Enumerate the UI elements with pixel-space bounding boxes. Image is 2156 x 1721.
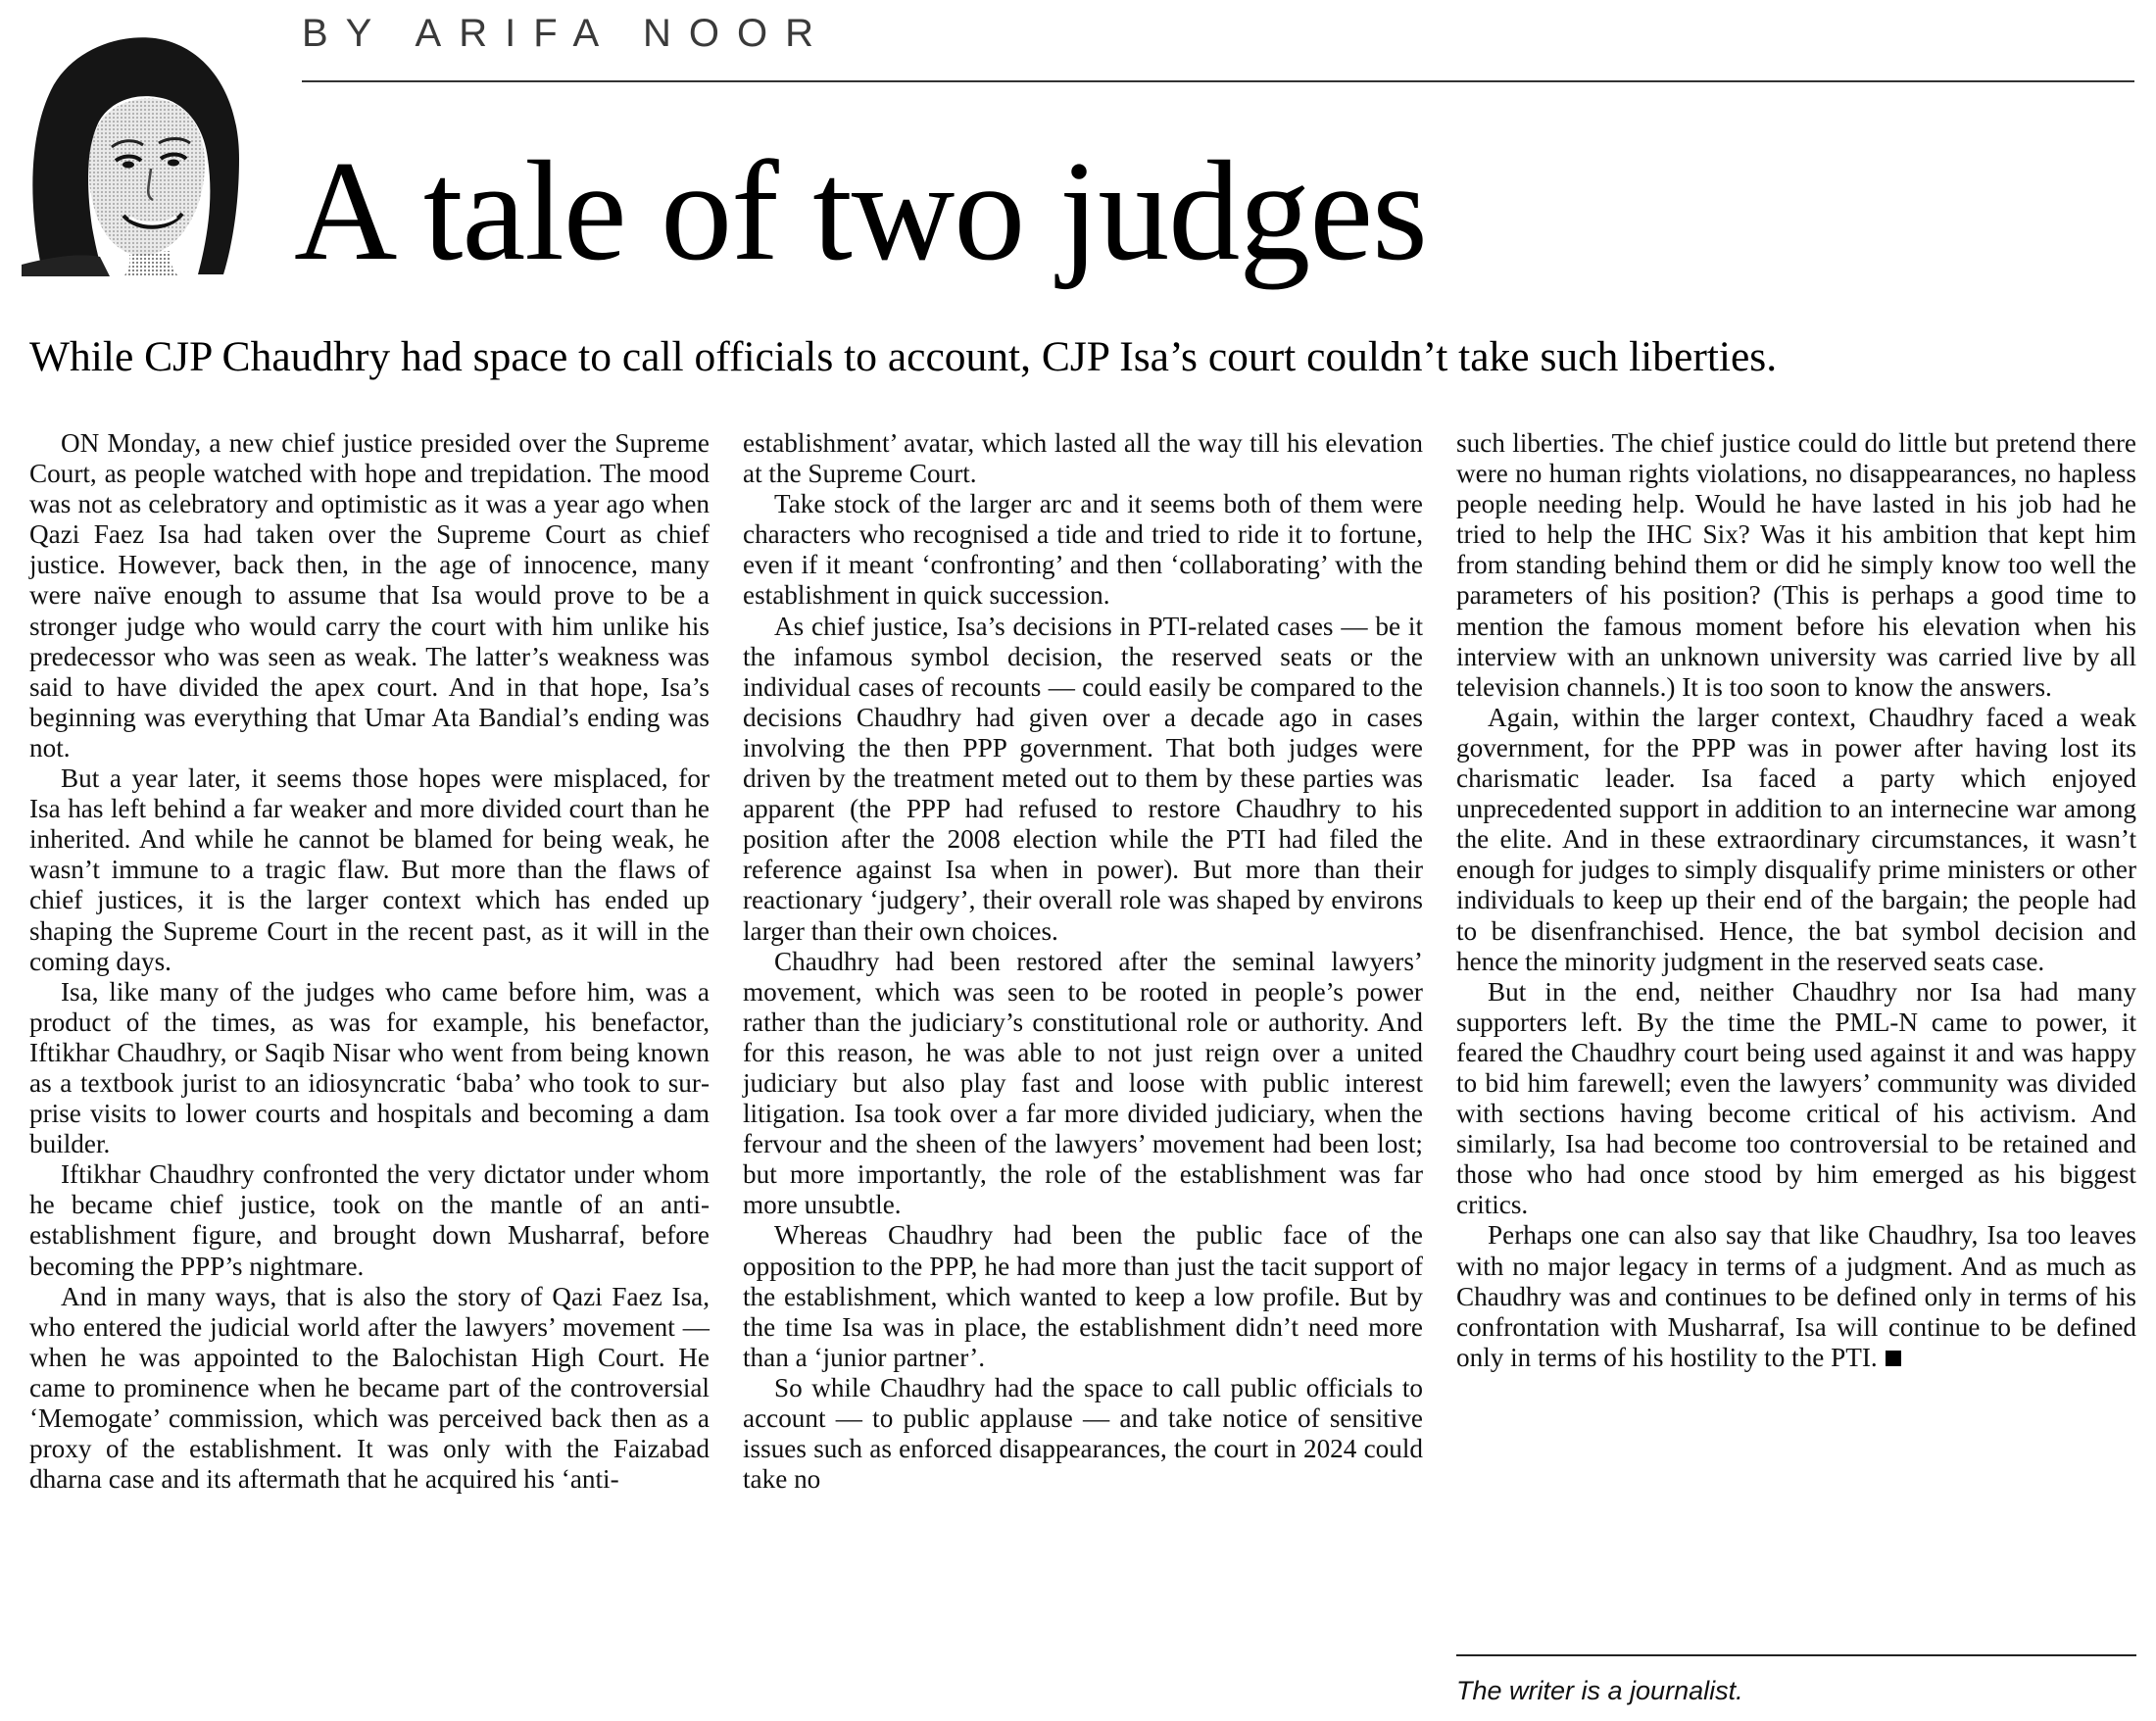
paragraph-final: [1456, 1220, 2136, 1372]
paragraph-final-text: Perhaps one can also say that like Chaudhry, Isa too leaves with no major legacy in terms of a judgment. And as much as Chaudhry was and continues to be defined only in terms of his confrontation with Musharraf, Isa will continue to be defined only in terms of his hostility to the PTI.: [1456, 1220, 2136, 1372]
paragraph: But in the end, neither Chaudhry nor Isa had many supporters left. By the time the PML-N came to power, it feared the Chaudhry court being used against it and was happy to bid him farewell; even the lawyers’ community was divided with sections having become critical of his activism. And similarly, Isa had become too controversial to be retained and those who had once stood by him emerged as his biggest critics.: [1456, 976, 2136, 1220]
paragraph: So while Chaudhry had the space to call public officials to account — to public applause — and take notice of sensitive issues such as enforced disappearances, the court in 2024 could take no: [743, 1372, 1423, 1495]
paragraph-continued: such liberties. The chief justice could do little but pretend there were no human rights violations, no disappearances, no hapless people needing help. Would he have lasted in his job had he tried to help the IHC Six? Was it his ambition that kept him from standing behind them or did he simply know too well the parameters of his position? (This is perhaps a good time to mention the famous moment before his elevation when his interview with an unknown university was carried live by all television channels.) It is too soon to know the answers.: [1456, 428, 2136, 702]
standfirst: While CJP Chaudhry had space to call officials to account, CJP Isa’s court couldn’t take such liberties.: [29, 333, 1778, 380]
paragraph-continued: establishment’ avatar, which lasted all the way till his elevation at the Supreme Court.: [743, 428, 1423, 489]
column-2: [743, 428, 1423, 1495]
byline-divider: [302, 80, 2134, 82]
author-portrait-illustration: [22, 22, 249, 276]
paragraph: Chaudhry had been restored after the seminal lawyers’ movement, which was seen to be rooted in people’s power rather than the judiciary’s constitutional role or authority. And for this reason, he was able to not just reign over a united judiciary but also play fast and loose with public interest litigation. Isa took over a far more divided judiciary, when the fervour and the sheen of the lawyers’ movement had been lost; but more importantly, the role of the establishment was far more unsubtle.: [743, 946, 1423, 1220]
writer-tagline: The writer is a journalist.: [1456, 1676, 1743, 1705]
column-3: [1456, 428, 2136, 1373]
author-photo: [22, 22, 249, 276]
paragraph: ON Monday, a new chief justice presided over the Supreme Court, as people watched with hope and trepidation. The mood was not as celebratory and optimistic as it was a year ago when Qazi Faez Isa had taken over the Supreme Court as chief justice. However, back then, in the age of innocence, many were naïve enough to assume that Isa would prove to be a stronger judge who would carry the court with him unlike his predecessor who was seen as weak. The latter’s weakness was said to have divided the apex court. And in that hope, Isa’s beginning was everything that Umar Ata Bandial’s ending was not.: [29, 428, 710, 762]
paragraph: But a year later, it seems those hopes were misplaced, for Isa has left behind a far weaker and more divided court than he inherited. And while he cannot be blamed for being weak, he wasn’t immune to a tragic flaw. But more than the flaws of chief justices, it is the larger context which has ended up shaping the Supreme Court in the recent past, as it will in the coming days.: [29, 763, 710, 976]
paragraph: Iftikhar Chaudhry confronted the very dictator under whom he became chief justice, took on the mantle of an anti-establishment figure, and brought down Musharraf, before becoming the PPP’s nightmare.: [29, 1159, 710, 1281]
byline: BY ARIFA NOOR: [302, 12, 832, 55]
paragraph: Whereas Chaudhry had been the public face of the opposition to the PPP, he had more than just the tacit support of the establishment, which wanted to keep a low profile. But by the time Isa was in place, the establishment didn’t need more than a ‘junior partner’.: [743, 1220, 1423, 1372]
column-1: [29, 428, 710, 1495]
paragraph: Take stock of the larger arc and it seems both of them were characters who recognised a tide and tried to ride it to fortune, even if it meant ‘confronting’ and then ‘collaborating’ with the establishment in quick succession.: [743, 489, 1423, 611]
end-mark-icon: [1886, 1351, 1901, 1366]
article-body: [29, 428, 2136, 1707]
paragraph: Again, within the larger context, Chaudhry faced a weak government, for the PPP was in power after having lost its charismatic leader. Isa faced a party which enjoyed unprecedented support in addition to an internecine war among the elite. And in these extraordinary circumstances, it wasn’t enough for judges to simply disqualify prime ministers or other individuals to keep up their end of the bargain; the people had to be disenfranchised. Hence, the bat symbol decision and hence the minority judgment in the reserved seats case.: [1456, 702, 2136, 976]
paragraph: And in many ways, that is also the story of Qazi Faez Isa, who entered the judicial world after the lawyers’ movement — when he was appointed to the Balochistan High Court. He came to prominence when he became part of the controversial ‘Memogate’ commission, which was perceived back then as a proxy of the establishment. It was only with the Faizabad dharna case and its aftermath that he acquired his ‘anti-: [29, 1281, 710, 1495]
headline: A tale of two judges: [294, 131, 1427, 290]
paragraph: Isa, like many of the judges who came before him, was a product of the times, as was for example, his benefactor, Iftikhar Chaudhry, or Saqib Nisar who went from being known as a textbook jurist to an idiosyncratic ‘baba’ who took to surprise visits to lower courts and hospitals and becoming a dam builder.: [29, 976, 710, 1159]
tagline-divider: [1456, 1654, 2136, 1656]
paragraph: As chief justice, Isa’s decisions in PTI-related cases — be it the infamous symbol decision, the reserved seats or the individual cases of recounts — could easily be compared to the decisions Chaudhry had given over a decade ago in cases involving the then PPP government. That both judges were driven by the treatment meted out to them by these parties was apparent (the PPP had refused to restore Chaudhry to his position after the 2008 election while the PTI had filed the reference against Isa when in power). But more than their reactionary ‘judgery’, their overall role was shaped by environs larger than their own choices.: [743, 611, 1423, 946]
